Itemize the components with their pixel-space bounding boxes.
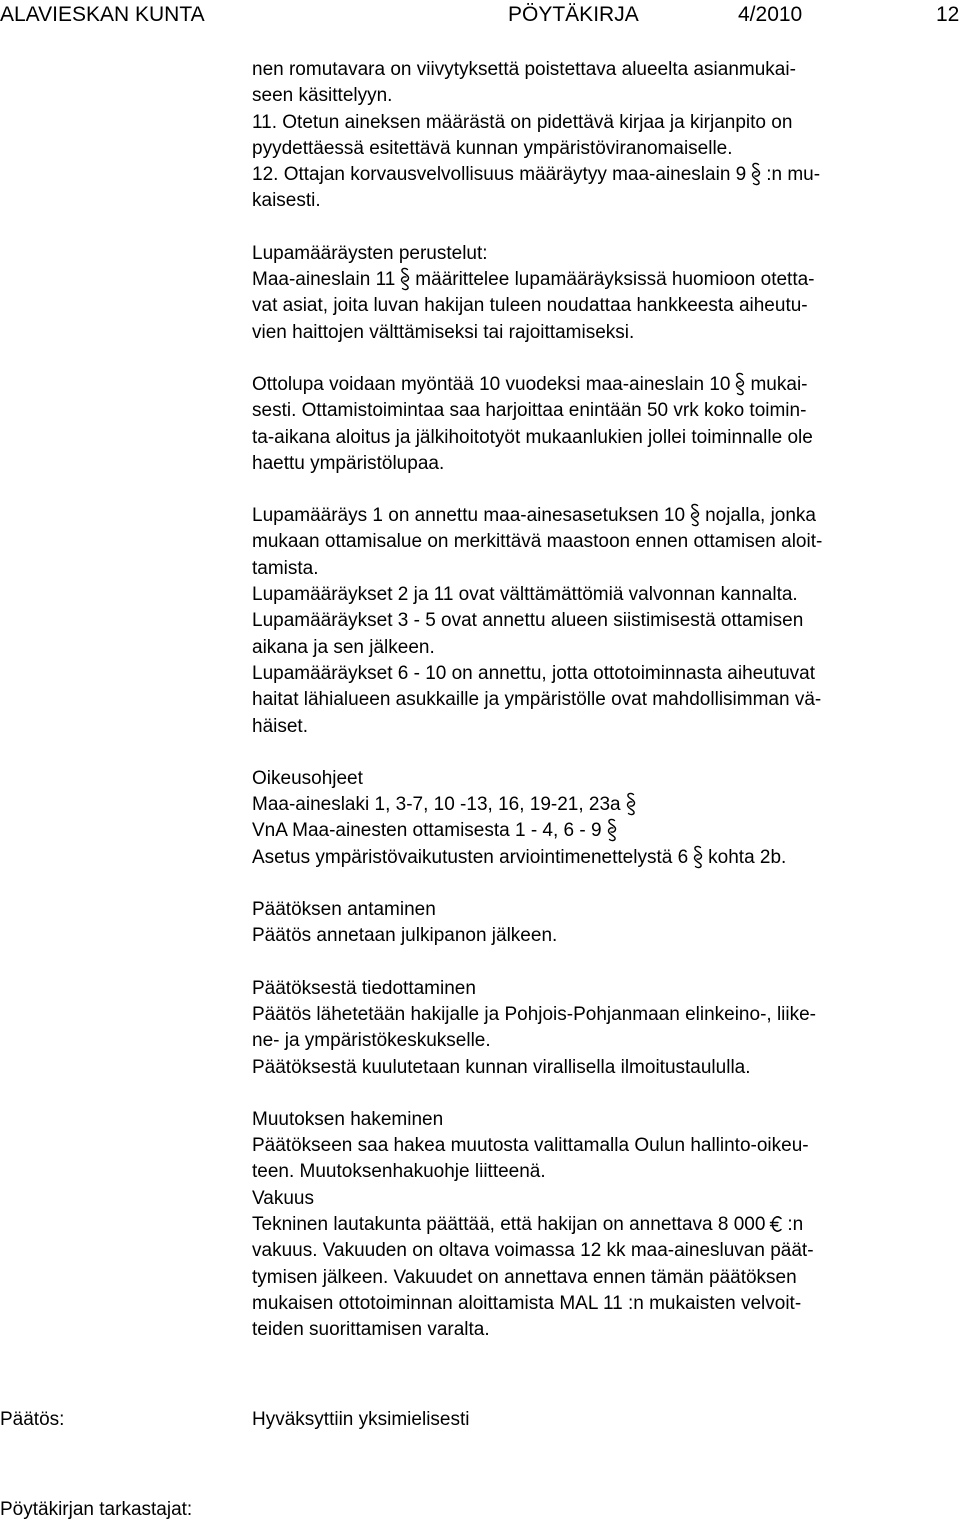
text-fragment: Lupamääräys 1 on annettu maa-ainesasetuksen 10 <box>252 505 686 527</box>
section-sign-icon <box>689 503 701 527</box>
antaminen-section <box>252 897 960 950</box>
intro-paragraph <box>252 57 960 215</box>
text-fragment: Ottolupa voidaan myöntää 10 vuodeksi maa-aineslain 10 <box>252 373 731 395</box>
text-fragment: mukai- <box>750 373 808 395</box>
text-line <box>252 845 960 871</box>
text-line: haitat lähialueen asukkaille ja ympäristölle ovat mahdollisimman vä- <box>252 689 822 711</box>
text-fragment: nojalla, jonka <box>705 505 816 527</box>
text-line: nen romutavara on viivytyksettä poistettava alueelta asianmukai- <box>252 59 796 80</box>
text-fragment: Maa-aineslaki 1, 3-7, 10 -13, 16, 19-21, 23a <box>252 794 621 816</box>
text-line: aikana ja sen jälkeen. <box>252 636 435 658</box>
text-line <box>252 818 960 844</box>
text-line: Lupamääräykset 6 - 10 on annettu, jotta ottotoiminnasta aiheutuvat <box>252 662 815 684</box>
text-line: Päätöksestä kuulutetaan kunnan virallisella ilmoitustaululla. <box>252 1056 751 1078</box>
text-line: Päätökseen saa hakea muutosta valittamalla Oulun hallinto-oikeu- <box>252 1135 809 1157</box>
text-fragment: :n mu- <box>766 164 821 186</box>
text-line <box>252 503 960 529</box>
section-sign-icon <box>625 792 637 816</box>
section-heading: Päätöksen antaminen <box>252 899 436 921</box>
text-line: mukaisen ottotoiminnan aloittamista MAL 11 :n mukaisten velvoit- <box>252 1292 802 1314</box>
text-fragment: VnA Maa-ainesten ottamisesta 1 - 4, 6 - 9 <box>252 820 602 842</box>
text-line: tymisen jälkeen. Vakuudet on annettava ennen tämän päätöksen <box>252 1266 797 1288</box>
text-line: vat asiat, joita luvan hakijan tuleen noudattaa hankkeesta aiheutu- <box>252 295 808 317</box>
oikeusohjeet-section <box>252 766 960 871</box>
section-heading: Lupamääräysten perustelut: <box>252 242 488 264</box>
text-line <box>252 162 960 188</box>
section-sign-icon <box>606 818 618 842</box>
tiedottaminen-section <box>252 976 960 1081</box>
text-line: Lupamääräykset 3 - 5 ovat annettu alueen siistimisestä ottamisen <box>252 610 804 632</box>
text-line <box>252 792 960 818</box>
section-heading: Vakuus <box>252 1187 314 1209</box>
euro-sign-icon <box>769 1212 783 1236</box>
text-line: ta-aikana aloitus ja jälkihoitotyöt mukaanlukien jollei toiminnalle ole <box>252 426 813 448</box>
section-sign-icon <box>399 267 411 291</box>
section-heading: Oikeusohjeet <box>252 767 363 789</box>
maaraykset-paragraph <box>252 503 960 740</box>
section-heading: Muutoksen hakeminen <box>252 1108 444 1130</box>
text-line: ne- ja ympäristökeskukselle. <box>252 1030 491 1052</box>
text-line: Lupamääräykset 2 ja 11 ovat välttämättömiä valvonnan kannalta. <box>252 584 798 606</box>
text-line <box>252 1212 960 1238</box>
text-line: 11. Otetun aineksen määrästä on pidettävä kirjaa ja kirjanpito on <box>252 111 793 133</box>
page-header <box>0 0 960 30</box>
text-line: haettu ympäristölupaa. <box>252 452 445 474</box>
text-line <box>252 372 960 398</box>
text-line: tamista. <box>252 557 319 579</box>
text-line: pyydettäessä esitettävä kunnan ympäristöviranomaiselle. <box>252 137 733 159</box>
document-type: PÖYTÄKIRJA <box>508 3 639 26</box>
text-line: sesti. Ottamistoimintaa saa harjoittaa enintään 50 vrk koko toimin- <box>252 400 807 422</box>
text-line <box>252 267 960 293</box>
text-fragment: 12. Ottajan korvausvelvollisuus määräytyy maa-aineslain 9 <box>252 164 747 186</box>
document-body <box>252 57 960 1343</box>
text-line: vakuus. Vakuuden on oltava voimassa 12 kk maa-ainesluvan päät- <box>252 1240 814 1262</box>
text-line: teiden suorittamisen varalta. <box>252 1319 490 1341</box>
muutos-section <box>252 1107 960 1186</box>
text-fragment: kohta 2b. <box>708 846 787 868</box>
text-line: mukaan ottamisalue on merkittävä maastoon ennen ottamisen aloit- <box>252 531 823 553</box>
text-fragment: määrittelee lupamääräyksissä huomioon otetta- <box>415 269 815 291</box>
text-line: häiset. <box>252 715 308 737</box>
text-fragment: :n <box>787 1213 804 1235</box>
section-sign-icon <box>734 372 746 396</box>
text-line: seen käsittelyyn. <box>252 85 393 107</box>
decision-text: Hyväksyttiin yksimielisesti <box>252 1409 470 1430</box>
text-line: teen. Muutoksenhakuohje liitteenä. <box>252 1161 546 1183</box>
text-fragment: Tekninen lautakunta päättää, että hakijan on annettava 8 000 <box>252 1213 766 1235</box>
ottolupa-paragraph <box>252 372 960 477</box>
text-fragment: Asetus ympäristövaikutusten arviointimenettelystä 6 <box>252 846 689 868</box>
perustelut-section <box>252 241 960 346</box>
reviewers-label: Pöytäkirjan tarkastajat: <box>0 1499 193 1520</box>
vakuus-section <box>252 1186 960 1344</box>
text-fragment: Maa-aineslain 11 <box>252 269 396 291</box>
text-line: Päätös lähetetään hakijalle ja Pohjois-Pohjanmaan elinkeino-, liike- <box>252 1003 817 1025</box>
text-line: kaisesti. <box>252 190 321 212</box>
section-heading: Päätöksestä tiedottaminen <box>252 977 476 999</box>
decision-label: Päätös: <box>0 1409 65 1430</box>
text-line: vien haittojen välttämiseksi tai rajoittamiseksi. <box>252 321 635 343</box>
meeting-number: 4/2010 <box>738 3 803 26</box>
text-line: Päätös annetaan julkipanon jälkeen. <box>252 925 558 947</box>
section-sign-icon <box>750 162 762 186</box>
section-sign-icon <box>692 845 704 869</box>
organization-name: ALAVIESKAN KUNTA <box>0 3 205 26</box>
page-number: 12 <box>936 3 960 26</box>
